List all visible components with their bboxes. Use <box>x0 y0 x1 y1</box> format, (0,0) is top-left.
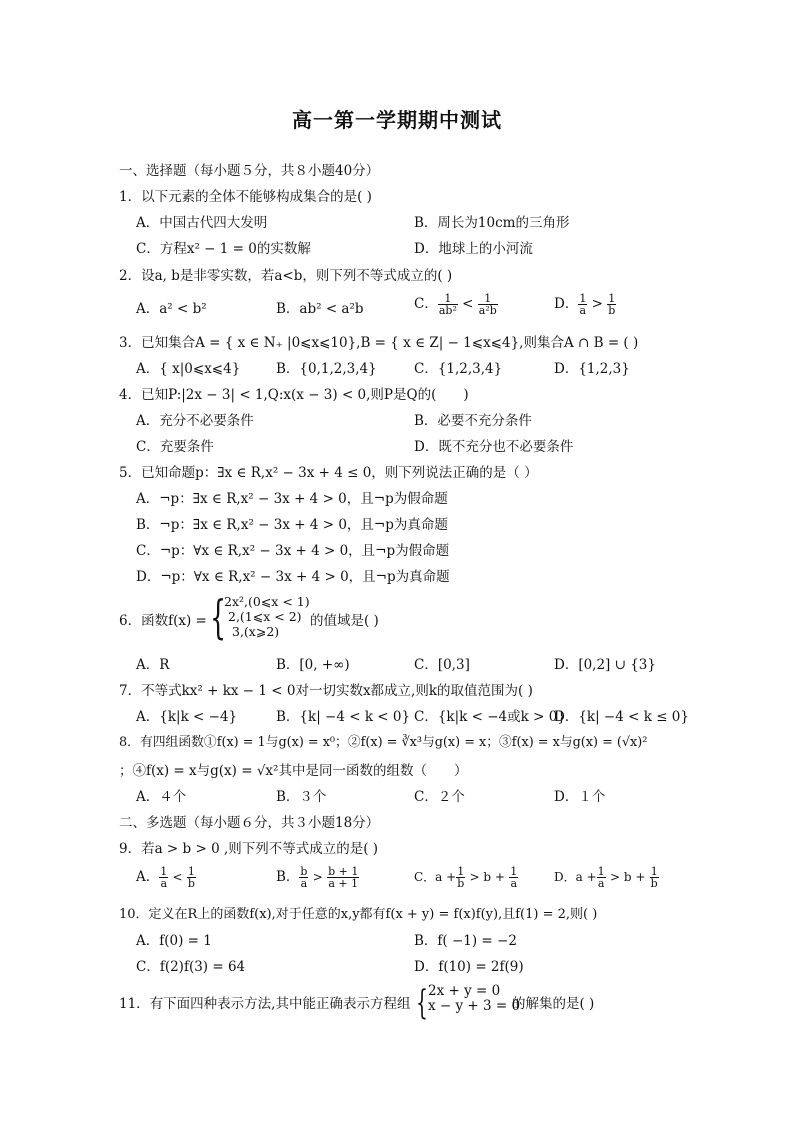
question-8-stem-line-1: 8．有四组函数①f(x) = 1与g(x) = x⁰；②f(x) = ∛x³与g(x) = x；③f(x) = x与g(x) = (√x)² <box>119 735 648 750</box>
q6-option-b: B．[0, +∞) <box>276 657 350 673</box>
question-10-stem: 10．定义在R上的函数f(x),对于任意的x,y都有f(x + y) = f(x)f(y),且f(1) = 2,则( ) <box>119 907 598 922</box>
question-5-stem: 5．已知命题p：∃x ∈ R,x² − 3x + 4 ≤ 0，则下列说法正确的是（ ） <box>119 465 538 481</box>
equation-1: 2x + y = 0 <box>428 983 501 999</box>
question-3-stem: 3．已知集合A = { x ∈ N₊ |0⩽x⩽10},B = { x ∈ Z| − 1⩽x⩽4},则集合A ∩ B = ( ) <box>119 335 639 351</box>
q6-option-c: C．[0,3] <box>414 657 470 673</box>
section-heading-multi-choice: 二、多选题（每小题６分，共３小题18分） <box>119 815 380 831</box>
piecewise-case-3: 3,(x⩾2) <box>232 624 280 639</box>
q4-option-b: B．必要不充分条件 <box>414 413 532 429</box>
q6-option-a: A．R <box>136 657 170 673</box>
piecewise-case-1: 2x²,(0⩽x < 1) <box>224 594 310 609</box>
q5-option-c: C．¬p：∀x ∈ R,x² − 3x + 4 > 0，且¬p为假命题 <box>136 543 450 559</box>
q7-option-d: D．{k| −4 < k ≤ 0} <box>554 709 689 725</box>
q5-option-b: B．¬p：∃x ∈ R,x² − 3x + 4 > 0，且¬p为真命题 <box>136 517 448 533</box>
question-7-stem: 7．不等式kx² + kx − 1 < 0对一切实数x都成立,则k的取值范围为( ) <box>119 683 533 699</box>
q10-option-a: A．f(0) = 1 <box>136 933 212 949</box>
q4-option-a: A．充分不必要条件 <box>136 413 254 429</box>
q10-option-b: B．f( −1) = −2 <box>414 933 517 949</box>
q3-option-d: D．{1,2,3} <box>554 361 630 377</box>
piecewise-case-2: 2,(1⩽x < 2) <box>228 609 302 624</box>
question-8-stem-line-2: ；④f(x) = x与g(x) = √x²其中是同一函数的组数（ ） <box>119 763 468 779</box>
q9-option-d: D．a + $\frac{1}{a}$ > b + $\frac{1}{b}$ <box>554 865 658 890</box>
q1-option-d: D．地球上的小河流 <box>414 241 533 257</box>
q1-option-b: B．周长为10cm的三角形 <box>414 215 570 231</box>
q3-option-c: C．{1,2,3,4} <box>414 361 503 377</box>
q3-option-b: B．{0,1,2,3,4} <box>276 361 377 377</box>
q8-option-a: A．４个 <box>136 789 187 805</box>
q2-option-c: C． $\frac{1}{\text{ab²}}$ < $\frac{1}{\text{a²b}}$ <box>414 292 497 317</box>
question-9-stem: 9．若a > b > 0 ,则下列不等式成立的是( ) <box>119 841 379 857</box>
q10-option-c: C．f(2)f(3) = 64 <box>136 959 246 975</box>
question-4-stem: 4．已知P:|2x − 3| < 1,Q:x(x − 3) < 0,则P是Q的( ) <box>119 387 469 403</box>
q1-option-a: A．中国古代四大发明 <box>136 215 268 231</box>
equation-2: x − y + 3 = 0 <box>428 998 521 1014</box>
q9-option-c: C．a + $\frac{1}{b}$ > b + $\frac{1}{a}$ <box>414 865 518 890</box>
q7-option-c: C．{k|k < −4或k > 0} <box>414 709 566 725</box>
q9-option-b: B． $\frac{b}{a}$ > $\frac{b + 1}{a + 1}$ <box>276 865 359 890</box>
q4-option-c: C．充要条件 <box>136 439 214 455</box>
question-11-stem-suffix: 的解集的是( ) <box>512 996 595 1012</box>
q2-option-d: D． $\frac{1}{a}$ > $\frac{1}{b}$ <box>554 292 616 317</box>
q4-option-d: D．既不充分也不必要条件 <box>414 439 574 455</box>
q8-option-b: B．３个 <box>276 789 327 805</box>
question-1-stem: 1．以下元素的全体不能够构成集合的是( ) <box>119 189 372 205</box>
q10-option-d: D．f(10) = 2f(9) <box>414 959 524 975</box>
q9-option-a: A． $\frac{1}{a}$ < $\frac{1}{b}$ <box>136 865 195 890</box>
q2-option-a: A．a² < b² <box>136 301 207 317</box>
page-title: 高一第一学期期中测试 <box>292 108 502 132</box>
equation-system-brace: { <box>416 983 428 1023</box>
q1-option-c: C．方程x² − 1 = 0的实数解 <box>136 241 311 257</box>
section-heading-single-choice: 一、选择题（每小题５分，共８小题40分） <box>119 163 380 179</box>
question-11-stem-prefix: 11．有下面四种表示方法,其中能正确表示方程组 <box>119 996 411 1012</box>
piecewise-brace: { <box>210 590 227 644</box>
q7-option-a: A．{k|k < −4} <box>136 709 238 725</box>
question-6-stem-prefix: 6．函数f(x) = <box>119 613 207 629</box>
question-2-stem: 2．设a, b是非零实数，若a<b，则下列不等式成立的( ) <box>119 268 453 284</box>
q2-option-b: B．ab² < a²b <box>276 301 364 317</box>
q3-option-a: A．{ x|0⩽x⩽4} <box>136 361 241 377</box>
q6-option-d: D．[0,2] ∪ {3} <box>554 657 656 673</box>
q5-option-a: A．¬p：∃x ∈ R,x² − 3x + 4 > 0，且¬p为假命题 <box>136 491 448 507</box>
q8-option-c: C．２个 <box>414 789 465 805</box>
q8-option-d: D．１个 <box>554 789 606 805</box>
question-6-stem-suffix: 的值域是( ) <box>310 613 379 629</box>
q7-option-b: B．{k| −4 < k < 0} <box>276 709 411 725</box>
q5-option-d: D．¬p：∀x ∈ R,x² − 3x + 4 > 0，且¬p为真命题 <box>136 569 450 585</box>
